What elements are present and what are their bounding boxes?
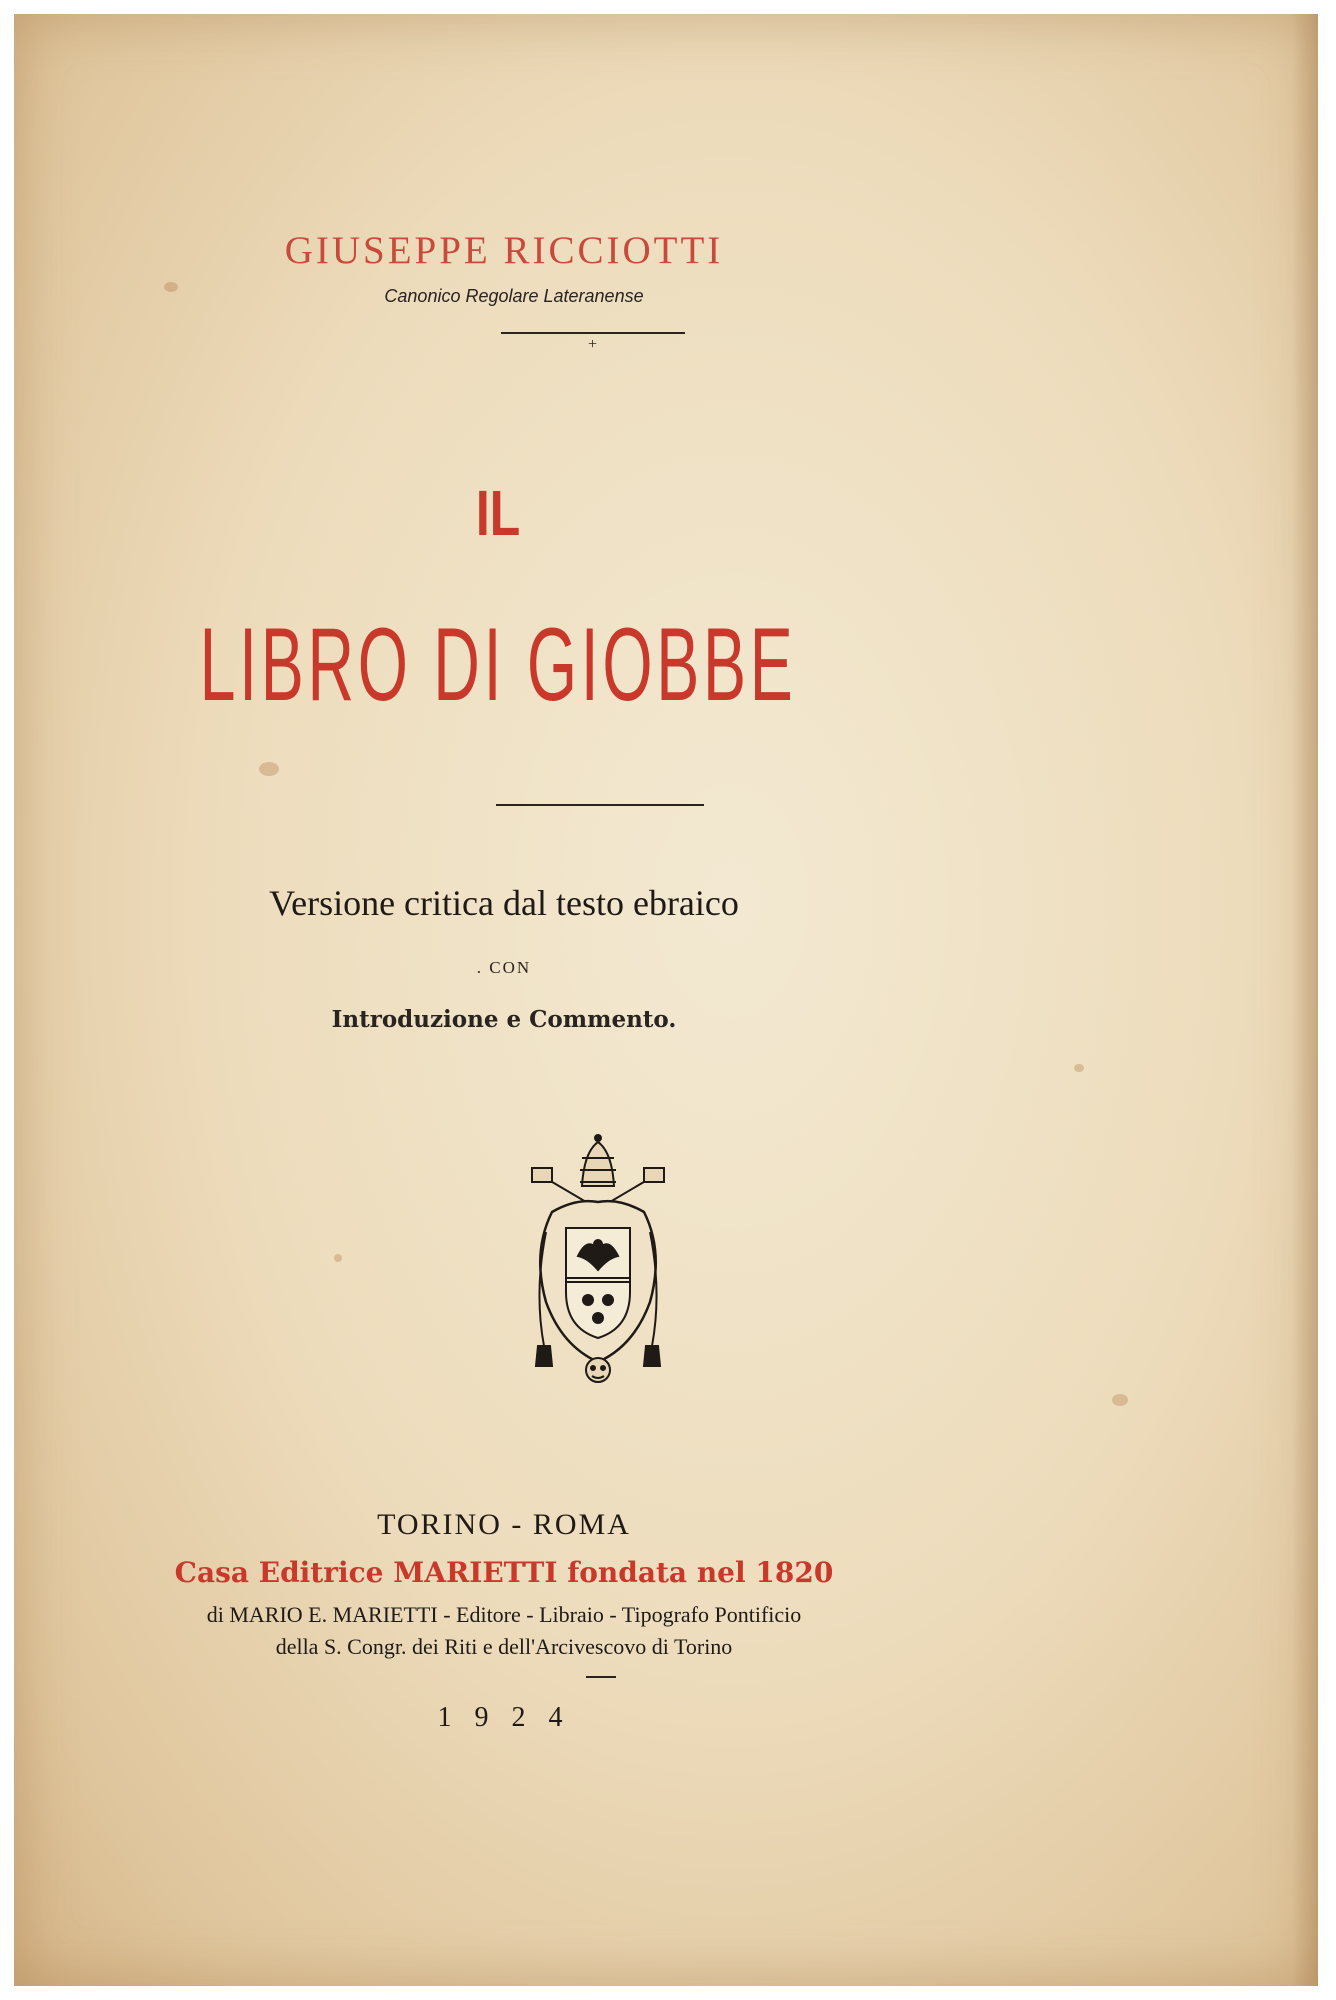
publication-city: TORINO - ROMA bbox=[377, 1508, 631, 1541]
publisher-name: Casa Editrice MARIETTI fondata nel 1820 bbox=[174, 1556, 834, 1589]
imprint-line: di MARIO E. MARIETTI - Editore - Libraio - Tipografo Pontificio bbox=[206, 1602, 802, 1627]
author-affiliation: Canonico Regolare Lateranense bbox=[384, 286, 644, 306]
divider-rule bbox=[501, 332, 685, 334]
foxing-spot bbox=[259, 762, 279, 776]
subtitle-line-2: Introduzione e Commento. bbox=[331, 1006, 677, 1033]
foxing-spot bbox=[334, 1254, 342, 1262]
author-name: GIUSEPPE RICCIOTTI bbox=[284, 229, 724, 272]
foxing-spot bbox=[1074, 1064, 1084, 1072]
divider-rule bbox=[496, 804, 704, 806]
publication-year: 1 9 2 4 bbox=[437, 1702, 571, 1733]
cross-ornament-icon: + bbox=[588, 336, 598, 353]
subtitle-conjunction: . CON bbox=[476, 958, 532, 977]
book-title: LIBRO DI GIOBBE bbox=[199, 607, 797, 723]
divider-rule bbox=[586, 1676, 616, 1678]
page-edge-shadow bbox=[1292, 14, 1318, 1986]
foxing-spot bbox=[1112, 1394, 1128, 1406]
title-page bbox=[14, 14, 1318, 1986]
subtitle-line: Versione critica dal testo ebraico bbox=[269, 883, 739, 923]
title-article: IL bbox=[475, 477, 521, 549]
papal-coat-of-arms-icon bbox=[522, 1132, 674, 1392]
imprint-line-2: della S. Congr. dei Riti e dell'Arcivescovo di Torino bbox=[275, 1634, 733, 1659]
